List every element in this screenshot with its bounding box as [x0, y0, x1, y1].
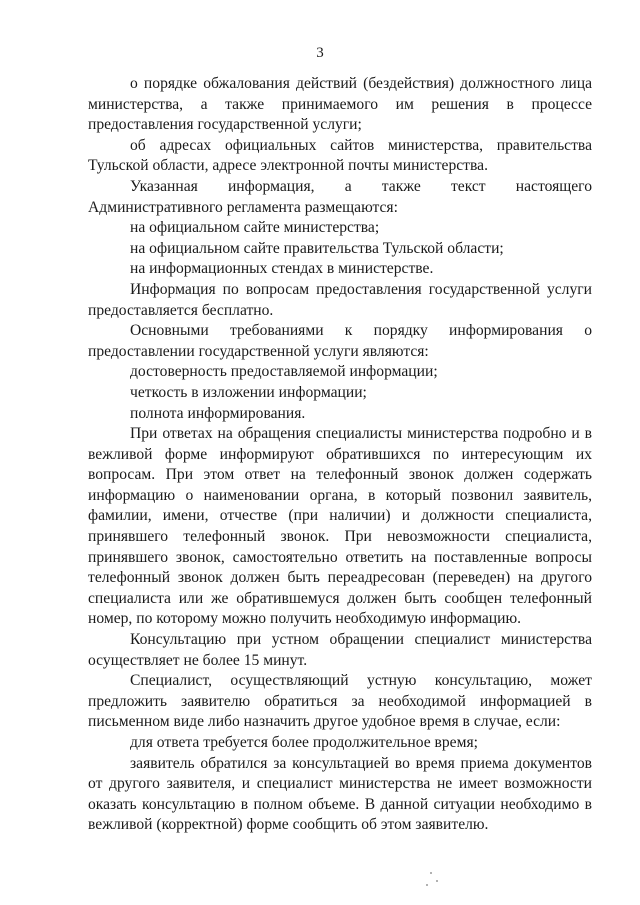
document-body: [88, 74, 592, 836]
paragraph-official-sites: об адресах официальных сайтов министерства, правительства Тульской области, адресе электронной почты министерства.: [88, 136, 592, 175]
page-number: 3: [316, 45, 324, 61]
list-item-longer-time: для ответа требуется более продолжительное время;: [130, 734, 478, 751]
scan-speck: [430, 872, 432, 874]
list-item-government-site: на официальном сайте правительства Тульской области;: [130, 239, 504, 257]
list-item-info-stands: на информационных стендах в министерстве.: [130, 260, 434, 278]
list-item-completeness: полнота информирования.: [130, 404, 306, 422]
paragraph-info-placement: Указанная информация, а также текст настоящего Административного регламента размещаются:: [88, 177, 592, 216]
paragraph-consultation-time: Консультацию при устном обращении специалист министерства осуществляет не более 15 минут.: [88, 631, 592, 669]
list-item-ministry-site: на официальном сайте министерства;: [130, 219, 380, 237]
paragraph-busy-specialist: заявитель обратился за консультацией во время приема документов от другого заявителя, и специалист министерства не имеет возможности оказать консультацию в полном объеме. В данной ситуации необходимо в вежливой (корректной) форме сообщить об этом заявителю.: [88, 754, 592, 834]
paragraph-phone-answers: При ответах на обращения специалисты министерства подробно и в вежливой форме информируют обратившихся по интересующим их вопросам. При этом ответ на телефонный звонок должен содержать информацию о наименовании органа, в который позвонил заявитель, фамилии, имени, отчестве (при наличии) и должности специалиста, принявшего телефонный звонок. При невозможности специалиста, принявшего звонок, самостоятельно ответить на поставленные вопросы телефонный звонок должен быть переадресован (переведен) на другого специалиста или же обратившемуся должен быть сообщен телефонный номер, по которому можно получить необходимую информацию.: [88, 425, 592, 628]
paragraph-free-info: Информация по вопросам предоставления государственной услуги предоставляется бесплатно.: [88, 280, 592, 319]
paragraph-written-request: Специалист, осуществляющий устную консультацию, может предложить заявителю обратиться за необходимой информацией в письменном виде либо назначить другое удобное время в случае, если:: [88, 672, 592, 731]
paragraph-appeal-procedure: о порядке обжалования действий (бездействия) должностного лица министерства, а также принимаемого им решения в процессе предоставления государственной услуги;: [88, 75, 592, 134]
scan-speck: [436, 880, 438, 882]
list-item-reliability: достоверность предоставляемой информации;: [130, 363, 438, 381]
scan-speck: [426, 884, 428, 886]
list-item-clarity: четкость в изложении информации;: [130, 383, 367, 401]
paragraph-requirements: Основными требованиями к порядку информирования о предоставлении государственной услуги являются:: [88, 322, 592, 360]
